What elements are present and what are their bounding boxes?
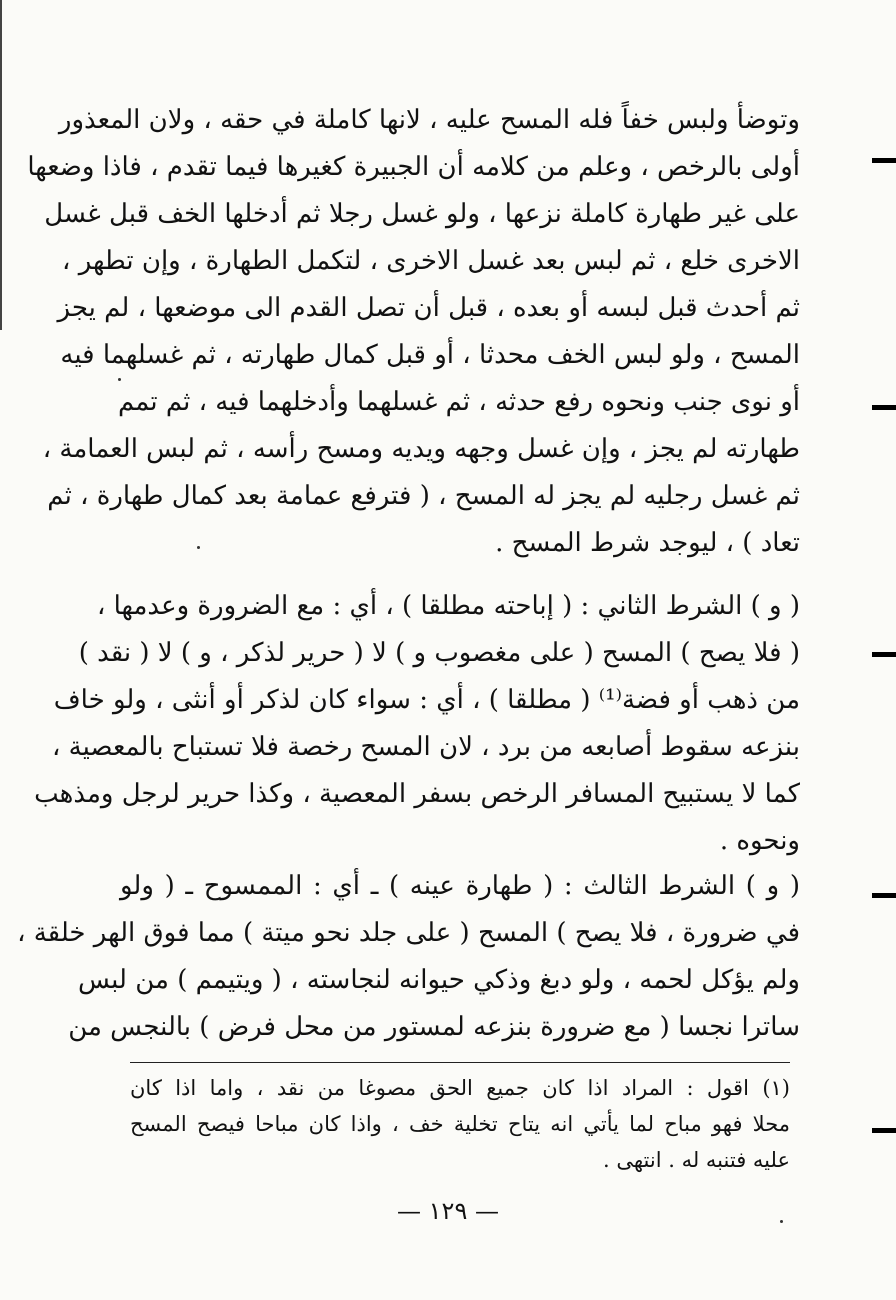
text-line: ( فلا يصح ) المسح ( على مغصوب و ) لا ( حرير لذكر ، و ) لا ( نقد ) (78, 638, 800, 668)
scan-speck (118, 378, 121, 381)
text-line: كما لا يستبيح المسافر الرخص بسفر المعصية ، وكذا حرير لرجل ومذهب (34, 779, 800, 809)
text-line: المسح ، ولو لبس الخف محدثا ، أو قبل كمال طهارته ، ثم غسلهما فيه (60, 340, 800, 370)
edge-tick-mark (872, 893, 896, 898)
paragraph-1 (27, 97, 800, 567)
text-line: ( و ) الشرط الثاني : ( إباحته مطلقا ) ، أي : مع الضرورة وعدمها ، (96, 591, 800, 621)
footnote-line: عليه فتنبه له . انتهى . (603, 1148, 790, 1172)
edge-tick-mark (872, 652, 896, 657)
text-line: بنزعه سقوط أصابعه من برد ، لان المسح رخصة فلا تستباح بالمعصية ، (51, 732, 800, 762)
text-line: من ذهب أو فضة⁽¹⁾ ( مطلقا ) ، أي : سواء كان لذكر أو أنثى ، ولو خاف (53, 685, 800, 715)
text-line: أولى بالرخص ، وعلم من كلامه أن الجبيرة كغيرها فيما تقدم ، فاذا وضعها (27, 152, 800, 182)
text-line: ثم غسل رجليه لم يجز له المسح ، ( فترفع عمامة بعد كمال طهارة ، ثم (47, 481, 800, 511)
footnote-divider (130, 1062, 790, 1063)
text-line: ( و ) الشرط الثالث : ( طهارة عينه ) ـ أي : الممسوح ـ ( ولو (120, 871, 800, 901)
text-line: ساترا نجسا ( مع ضرورة بنزعه لمستور من محل فرض ) بالنجس من (68, 1012, 800, 1042)
text-line: ونحوه . (719, 826, 800, 856)
footnote-line: محلا فهو مباح لما يأتي انه يتاح تخلية خف ، واذا كان مباحا فيصح المسح (130, 1112, 790, 1136)
edge-tick-mark (872, 158, 896, 163)
text-line: ثم أحدث قبل لبسه أو بعده ، قبل أن تصل القدم الى موضعها ، لم يجز (57, 293, 800, 323)
page-number: — ١٢٩ — (397, 1197, 499, 1225)
text-line: ولم يؤكل لحمه ، ولو دبغ وذكي حيوانه لنجاسته ، ( ويتيمم ) من لبس (78, 965, 800, 995)
edge-tick-mark (872, 405, 896, 410)
paragraph-3 (17, 863, 800, 1051)
scan-speck (780, 1220, 783, 1223)
scan-speck (197, 546, 200, 549)
text-line: الاخرى خلع ، ثم لبس بعد غسل الاخرى ، لتكمل الطهارة ، وإن تطهر ، (62, 246, 800, 276)
text-line: طهارته لم يجز ، وإن غسل وجهه ويديه ومسح رأسه ، ثم لبس العمامة ، (42, 434, 800, 464)
edge-tick-mark (872, 1128, 896, 1133)
text-line: في ضرورة ، فلا يصح ) المسح ( على جلد نحو ميتة ) مما فوق الهر خلقة ، (17, 918, 800, 948)
paragraph-2 (34, 583, 800, 865)
footnote-line: (١) اقول : المراد اذا كان جميع الحق مصوغا من نقد ، واما اذا كان (130, 1076, 790, 1100)
text-line: على غير طهارة كاملة نزعها ، ولو غسل رجلا ثم أدخلها الخف قبل غسل (44, 199, 800, 229)
text-line: وتوضأ ولبس خفاً فله المسح عليه ، لانها كاملة في حقه ، ولان المعذور (58, 105, 800, 135)
footnote (130, 1070, 790, 1178)
text-line: تعاد ) ، ليوجد شرط المسح . (495, 528, 800, 558)
page-edge-shadow (0, 0, 2, 330)
text-line: أو نوى جنب ونحوه رفع حدثه ، ثم غسلهما وأدخلهما فيه ، ثم تمم (118, 387, 800, 417)
